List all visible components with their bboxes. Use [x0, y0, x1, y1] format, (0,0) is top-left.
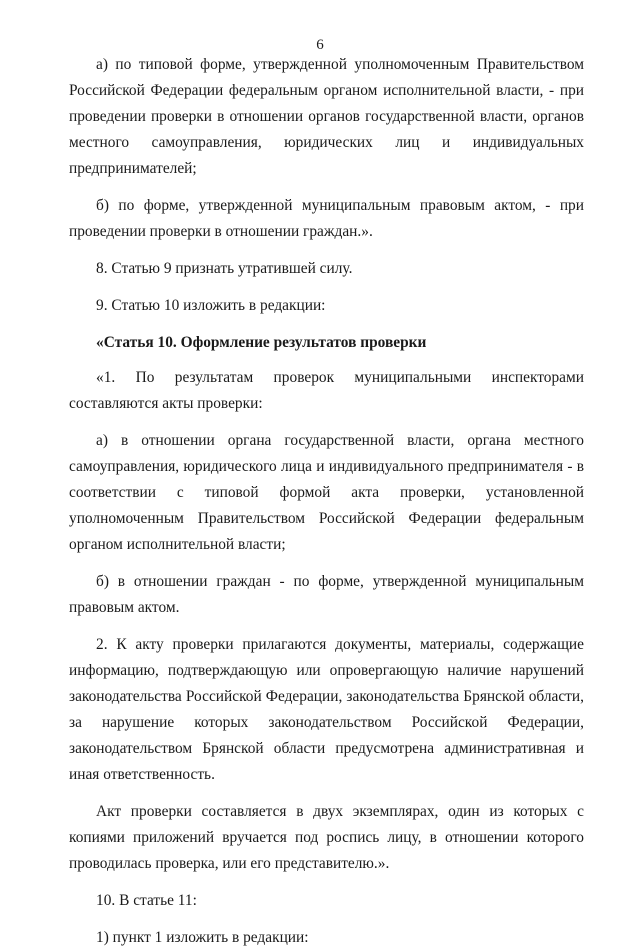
paragraph-article-10-point-1: «1. По результатам проверок муниципальными инспекторами составляются акты проверки:	[69, 369, 584, 412]
paragraph-act-copies: Акт проверки составляется в двух экземплярах, один из которых с копиями приложений вручается под роспись лицу, в отношении которого проводилась проверка, или его представителю.».	[69, 803, 584, 872]
paragraph-article-10-point-2: 2. К акту проверки прилагаются документы, материалы, содержащие информацию, подтверждающую или опровергающую наличие нарушений законодательства Российской Федерации, законодательства Брянской области, за нарушение которых законодательством Российской Федерации, законодательством Брянской области предусмотрена административная и иная ответственность.	[69, 636, 584, 783]
document-body	[69, 52, 584, 951]
paragraph-article-10-item-a: а) в отношении органа государственной власти, органа местного самоуправления, юридического лица и индивидуального предпринимателя - в соответствии с типовой формой акта проверки, установленной уполномоченным Правительством Российской Федерации федеральным органом исполнительной власти;	[69, 432, 584, 553]
page-number: 6	[316, 37, 324, 53]
paragraph-item-8: 8. Статью 9 признать утратившей силу.	[96, 260, 353, 277]
paragraph-subitem-1: 1) пункт 1 изложить в редакции:	[96, 929, 309, 946]
paragraph-item-b: б) по форме, утвержденной муниципальным правовым актом, - при проведении проверки в отношении граждан.».	[69, 197, 584, 240]
paragraph-article-10-item-b: б) в отношении граждан - по форме, утвержденной муниципальным правовым актом.	[69, 573, 584, 616]
paragraph-item-9: 9. Статью 10 изложить в редакции:	[96, 297, 326, 314]
article-heading: «Статья 10. Оформление результатов проверки	[96, 334, 427, 351]
paragraph-item-a: а) по типовой форме, утвержденной уполномоченным Правительством Российской Федерации федеральным органом исполнительной власти, - при проведении проверки в отношении органов государственной власти, органов местного самоуправления, юридических лиц и индивидуальных предпринимателей;	[69, 56, 584, 177]
paragraph-item-10: 10. В статье 11:	[96, 892, 197, 909]
